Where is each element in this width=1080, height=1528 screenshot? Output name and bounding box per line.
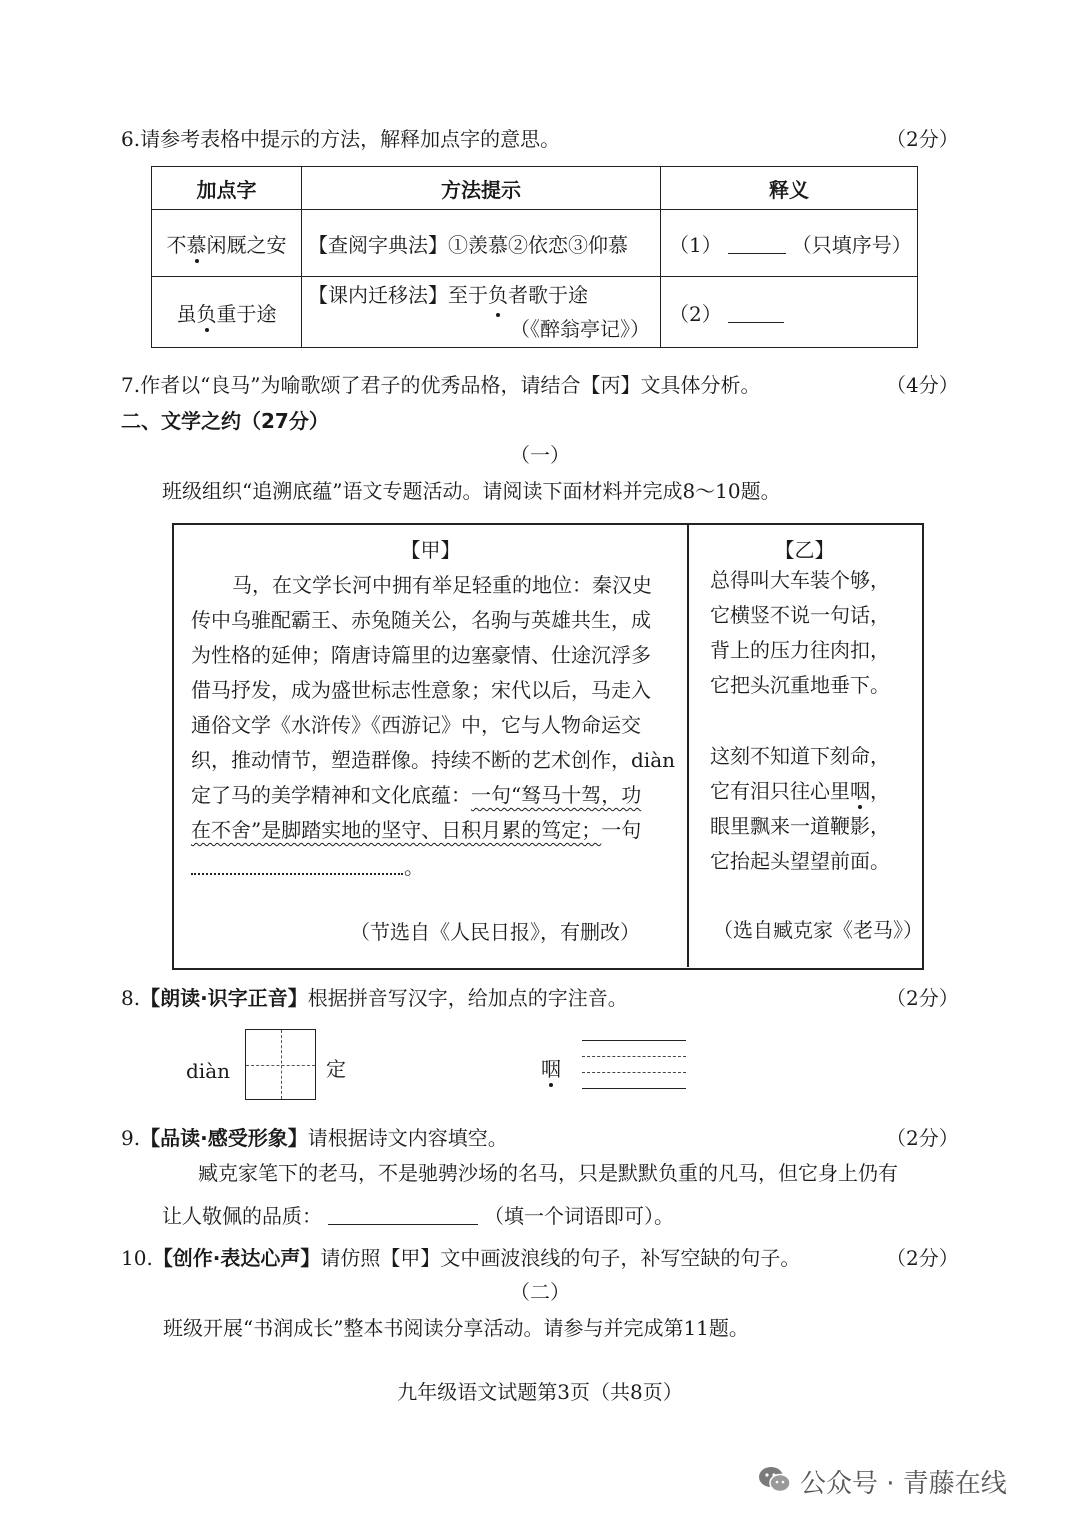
q9-line2 bbox=[162, 1203, 674, 1229]
q9-number: 9. bbox=[121, 1126, 141, 1150]
page-footer: 九年级语文试题第3页（共8页） bbox=[397, 1380, 683, 1404]
yi-source: （选自臧克家《老马》） bbox=[713, 918, 923, 942]
dotted-char: 咽 bbox=[850, 779, 870, 803]
jia-line: 为性格的延伸；隋唐诗篇里的边塞豪情、仕途沉浮多 bbox=[191, 643, 651, 667]
word-text: 虽 bbox=[176, 301, 197, 326]
word-text: 重于途 bbox=[216, 301, 277, 326]
q10-number: 10. bbox=[121, 1246, 153, 1270]
jia-line: 借马抒发，成为盛世标志性意象；宋代以后，马走入 bbox=[191, 678, 651, 702]
jia-line: 通俗文学《水浒传》《西游记》中，它与人物命运交 bbox=[191, 713, 641, 737]
q9-text: 让人敬佩的品质： bbox=[162, 1204, 322, 1228]
q10-score: （2分） bbox=[886, 1246, 959, 1270]
jia-line bbox=[191, 782, 641, 808]
part-two-intro: 班级开展“书润成长”整本书阅读分享活动。请参与并完成第11题。 bbox=[163, 1316, 749, 1340]
q8-dot-char-wrap bbox=[541, 1056, 561, 1082]
jia-line: 织，推动情节，塑造群像。持续不断的艺术创作，diàn bbox=[191, 748, 676, 772]
q9-text: 请根据诗文内容填空。 bbox=[307, 1126, 508, 1150]
part-one-title: （一） bbox=[510, 443, 570, 467]
q8-char-after: 定 bbox=[326, 1057, 346, 1081]
table-row2-word bbox=[152, 277, 302, 348]
yi-line: 它抬起头望望前面。 bbox=[710, 849, 890, 873]
table-row2-answer bbox=[661, 277, 918, 348]
yi-text: 它有泪只往心里 bbox=[710, 779, 850, 803]
jia-source: （节选自《人民日报》，有删改） bbox=[350, 920, 640, 944]
dotted-char: 慕 bbox=[187, 229, 207, 258]
grid-guide-v bbox=[281, 1030, 282, 1099]
answer-note: （只填序号） bbox=[791, 232, 912, 257]
table-header-method: 方法提示 bbox=[302, 167, 661, 210]
jia-title: 【甲】 bbox=[400, 538, 461, 562]
yi-line bbox=[710, 778, 890, 804]
q8-pinyin: diàn bbox=[186, 1059, 231, 1083]
hint-source: （《醉翁亭记》） bbox=[510, 317, 650, 341]
dotted-char: 负 bbox=[488, 278, 508, 312]
table-header-meaning: 释义 bbox=[661, 167, 918, 210]
pinyin-line-mid bbox=[582, 1072, 686, 1073]
answer-blank-1[interactable] bbox=[728, 253, 786, 254]
table-row1-word bbox=[152, 210, 302, 277]
table-row1-hint: 【查阅字典法】①羡慕②依恋③仰慕 bbox=[302, 210, 661, 277]
q9-stem bbox=[121, 1125, 508, 1151]
jia-text: 定了马的美学精神和文化底蕴： bbox=[191, 783, 471, 807]
yi-line: 它把头沉重地垂下。 bbox=[710, 673, 890, 697]
jia-line-end: 。 bbox=[404, 855, 424, 879]
pinyin-line-top bbox=[582, 1040, 686, 1041]
yi-line: 总得叫大车装个够， bbox=[710, 568, 890, 592]
word-text: 不 bbox=[166, 232, 187, 257]
answer-blank-2[interactable] bbox=[728, 322, 784, 323]
q8-tag: 【朗读·识字正音】 bbox=[140, 986, 308, 1010]
section-title: 二、文学之约（27分） bbox=[121, 409, 329, 433]
jia-wavy-text: 一句“驽马十驾，功 bbox=[471, 783, 642, 807]
q7-stem: 7.作者以“良马”为喻歌颂了君子的优秀品格，请结合【丙】文具体分析。 bbox=[121, 373, 761, 397]
answer-number: （2） bbox=[669, 301, 722, 326]
q9-text: （填一个词语即可）。 bbox=[484, 1204, 674, 1228]
yi-text: ， bbox=[870, 779, 890, 803]
jia-line: 马，在文学长河中拥有举足轻重的地位：秦汉史 bbox=[232, 573, 652, 597]
pinyin-line-mid bbox=[582, 1056, 686, 1057]
answer-number: （1） bbox=[669, 232, 722, 257]
q8-text: 根据拼音写汉字，给加点的字注音。 bbox=[307, 986, 628, 1010]
yi-line: 背上的压力往肉扣， bbox=[710, 638, 890, 662]
q7-score: （4分） bbox=[886, 373, 959, 397]
jia-fill-blank[interactable] bbox=[191, 873, 403, 875]
watermark-text: 公众号 · 青藤在线 bbox=[800, 1469, 1007, 1499]
q9-tag: 【品读·感受形象】 bbox=[140, 1126, 308, 1150]
yi-line: 这刻不知道下刻命， bbox=[710, 744, 890, 768]
word-text: 闲厩之安 bbox=[206, 232, 287, 257]
q10-stem bbox=[121, 1245, 800, 1271]
hint-text: 【课内迁移法】至于 bbox=[308, 283, 488, 307]
yi-title: 【乙】 bbox=[774, 538, 835, 562]
q9-line1: 臧克家笔下的老马，不是驰骋沙场的名马，只是默默负重的凡马，但它身上仍有 bbox=[198, 1161, 898, 1185]
jia-text: 一句 bbox=[601, 818, 642, 842]
q9-answer-blank[interactable] bbox=[328, 1224, 478, 1225]
section-intro: 班级组织“追溯底蕴”语文专题活动。请阅读下面材料并完成8～10题。 bbox=[162, 479, 781, 503]
q6-stem: 6.请参考表格中提示的方法，解释加点字的意思。 bbox=[121, 127, 561, 151]
yi-line: 眼里飘来一道鞭影， bbox=[710, 814, 890, 838]
pinyin-line-bottom[interactable] bbox=[582, 1088, 686, 1089]
hint-text: 者歌于途 bbox=[508, 283, 588, 307]
jia-line bbox=[191, 817, 641, 843]
q8-score: （2分） bbox=[886, 986, 959, 1010]
q10-tag: 【创作·表达心声】 bbox=[152, 1246, 321, 1270]
q9-score: （2分） bbox=[886, 1126, 959, 1150]
wechat-icon bbox=[758, 1465, 792, 1495]
q6-table bbox=[151, 166, 918, 348]
table-header-word: 加点字 bbox=[152, 167, 302, 210]
dotted-char: 咽 bbox=[541, 1057, 561, 1081]
jia-line: 传中乌骓配霸王、赤兔随关公，名驹与英雄共生，成 bbox=[191, 608, 651, 632]
q8-writing-grid[interactable] bbox=[245, 1029, 316, 1100]
part-two-title: （二） bbox=[510, 1280, 570, 1304]
yi-line: 它横竖不说一句话， bbox=[710, 603, 890, 627]
dotted-char: 负 bbox=[197, 298, 217, 327]
q8-stem bbox=[121, 985, 628, 1011]
q8-number: 8. bbox=[121, 986, 141, 1010]
q6-score: （2分） bbox=[886, 127, 959, 151]
q10-text: 请仿照【甲】文中画波浪线的句子，补写空缺的句子。 bbox=[320, 1246, 801, 1270]
jia-wavy-text: 在不舍”是脚踏实地的坚守、日积月累的笃定； bbox=[191, 818, 602, 842]
table-row2-hint bbox=[302, 277, 661, 348]
reading-box-divider bbox=[687, 524, 689, 967]
table-row1-answer bbox=[661, 210, 918, 277]
